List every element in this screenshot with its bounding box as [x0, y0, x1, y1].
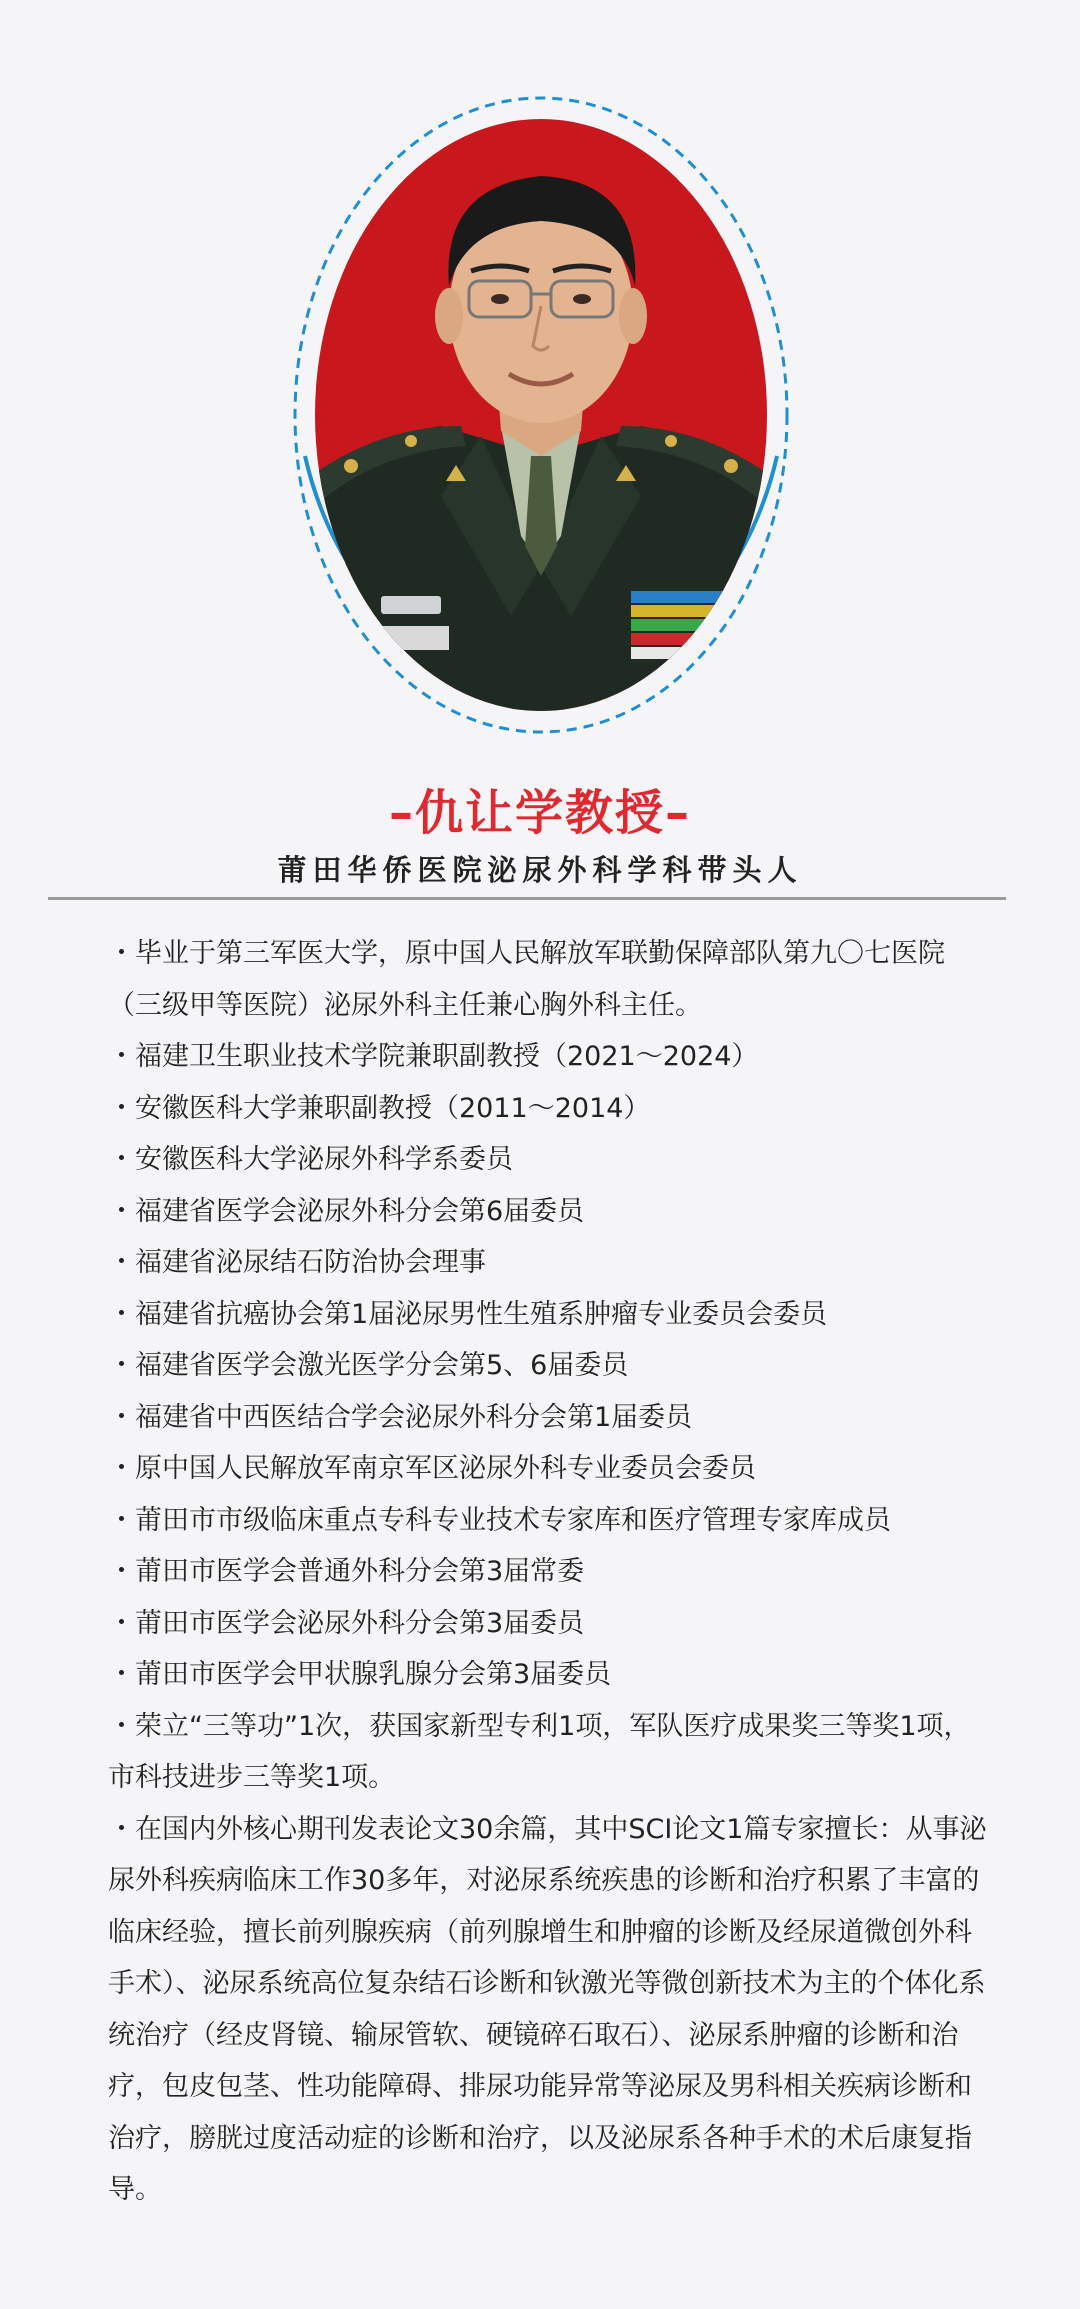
list-item: ・福建卫生职业技术学院兼职副教授（2021～2024） [108, 1041, 759, 1072]
list-item: ・莆田市医学会甲状腺乳腺分会第3届委员 [108, 1659, 612, 1690]
portrait-photo [291, 96, 791, 734]
list-item: ・福建省抗癌协会第1届泌尿男性生殖系肿瘤专业委员会委员 [108, 1298, 828, 1330]
profile-subtitle: 莆田华侨医院泌尿外科学科带头人 [277, 853, 803, 887]
list-item: ・福建省中西医结合学会泌尿外科分会第1届委员 [108, 1401, 693, 1433]
list-item: ・福建省医学会激光医学分会第5、6届委员 [108, 1350, 629, 1381]
list-item: ・莆田市市级临床重点专科专业技术专家库和医疗管理专家库成员 [108, 1504, 891, 1536]
divider [48, 897, 1006, 900]
credentials-list [108, 928, 993, 2216]
list-item: ・安徽医科大学兼职副教授（2011～2014） [108, 1092, 651, 1124]
list-item: ・莆田市医学会普通外科分会第3届常委 [108, 1556, 585, 1587]
list-item: ・荣立“三等功”1次，获国家新型专利1项，军队医疗成果奖三等奖1项，市科技进步三等奖1项。 [108, 1710, 971, 1793]
profile-name-title: –仇让学教授– [388, 785, 691, 841]
list-item: ・安徽医科大学泌尿外科学系委员 [108, 1144, 513, 1175]
list-item: ・原中国人民解放军南京军区泌尿外科专业委员会委员 [108, 1453, 756, 1484]
list-item: ・在国内外核心期刊发表论文30余篇，其中SCI论文1篇专家擅长：从事泌尿外科疾病临床工作30多年，对泌尿系统疾患的诊断和治疗积累了丰富的临床经验，擅长前列腺疾病（前列腺增生和肿瘤的诊断及经尿道微创外科手术）、泌尿系统高位复杂结石诊断和钬激光等微创新技术为主的个体化系统治疗（经皮肾镜、输尿管软、硬镜碎石取石）、泌尿系肿瘤的诊断和治疗，包皮包茎、性功能障碍、排尿功能异常等泌尿及男科相关疾病诊断和治疗，膀胱过度活动症的诊断和治疗，以及泌尿系各种手术的术后康复指导。 [108, 1813, 987, 2205]
list-item: ・莆田市医学会泌尿外科分会第3届委员 [108, 1607, 585, 1639]
list-item: ・福建省泌尿结石防治协会理事 [108, 1247, 486, 1278]
list-item: ・毕业于第三军医大学，原中国人民解放军联勤保障部队第九〇七医院（三级甲等医院）泌尿外科主任兼心胸外科主任。 [108, 938, 945, 1021]
portrait-frame [291, 96, 791, 734]
list-item: ・福建省医学会泌尿外科分会第6届委员 [108, 1195, 585, 1227]
